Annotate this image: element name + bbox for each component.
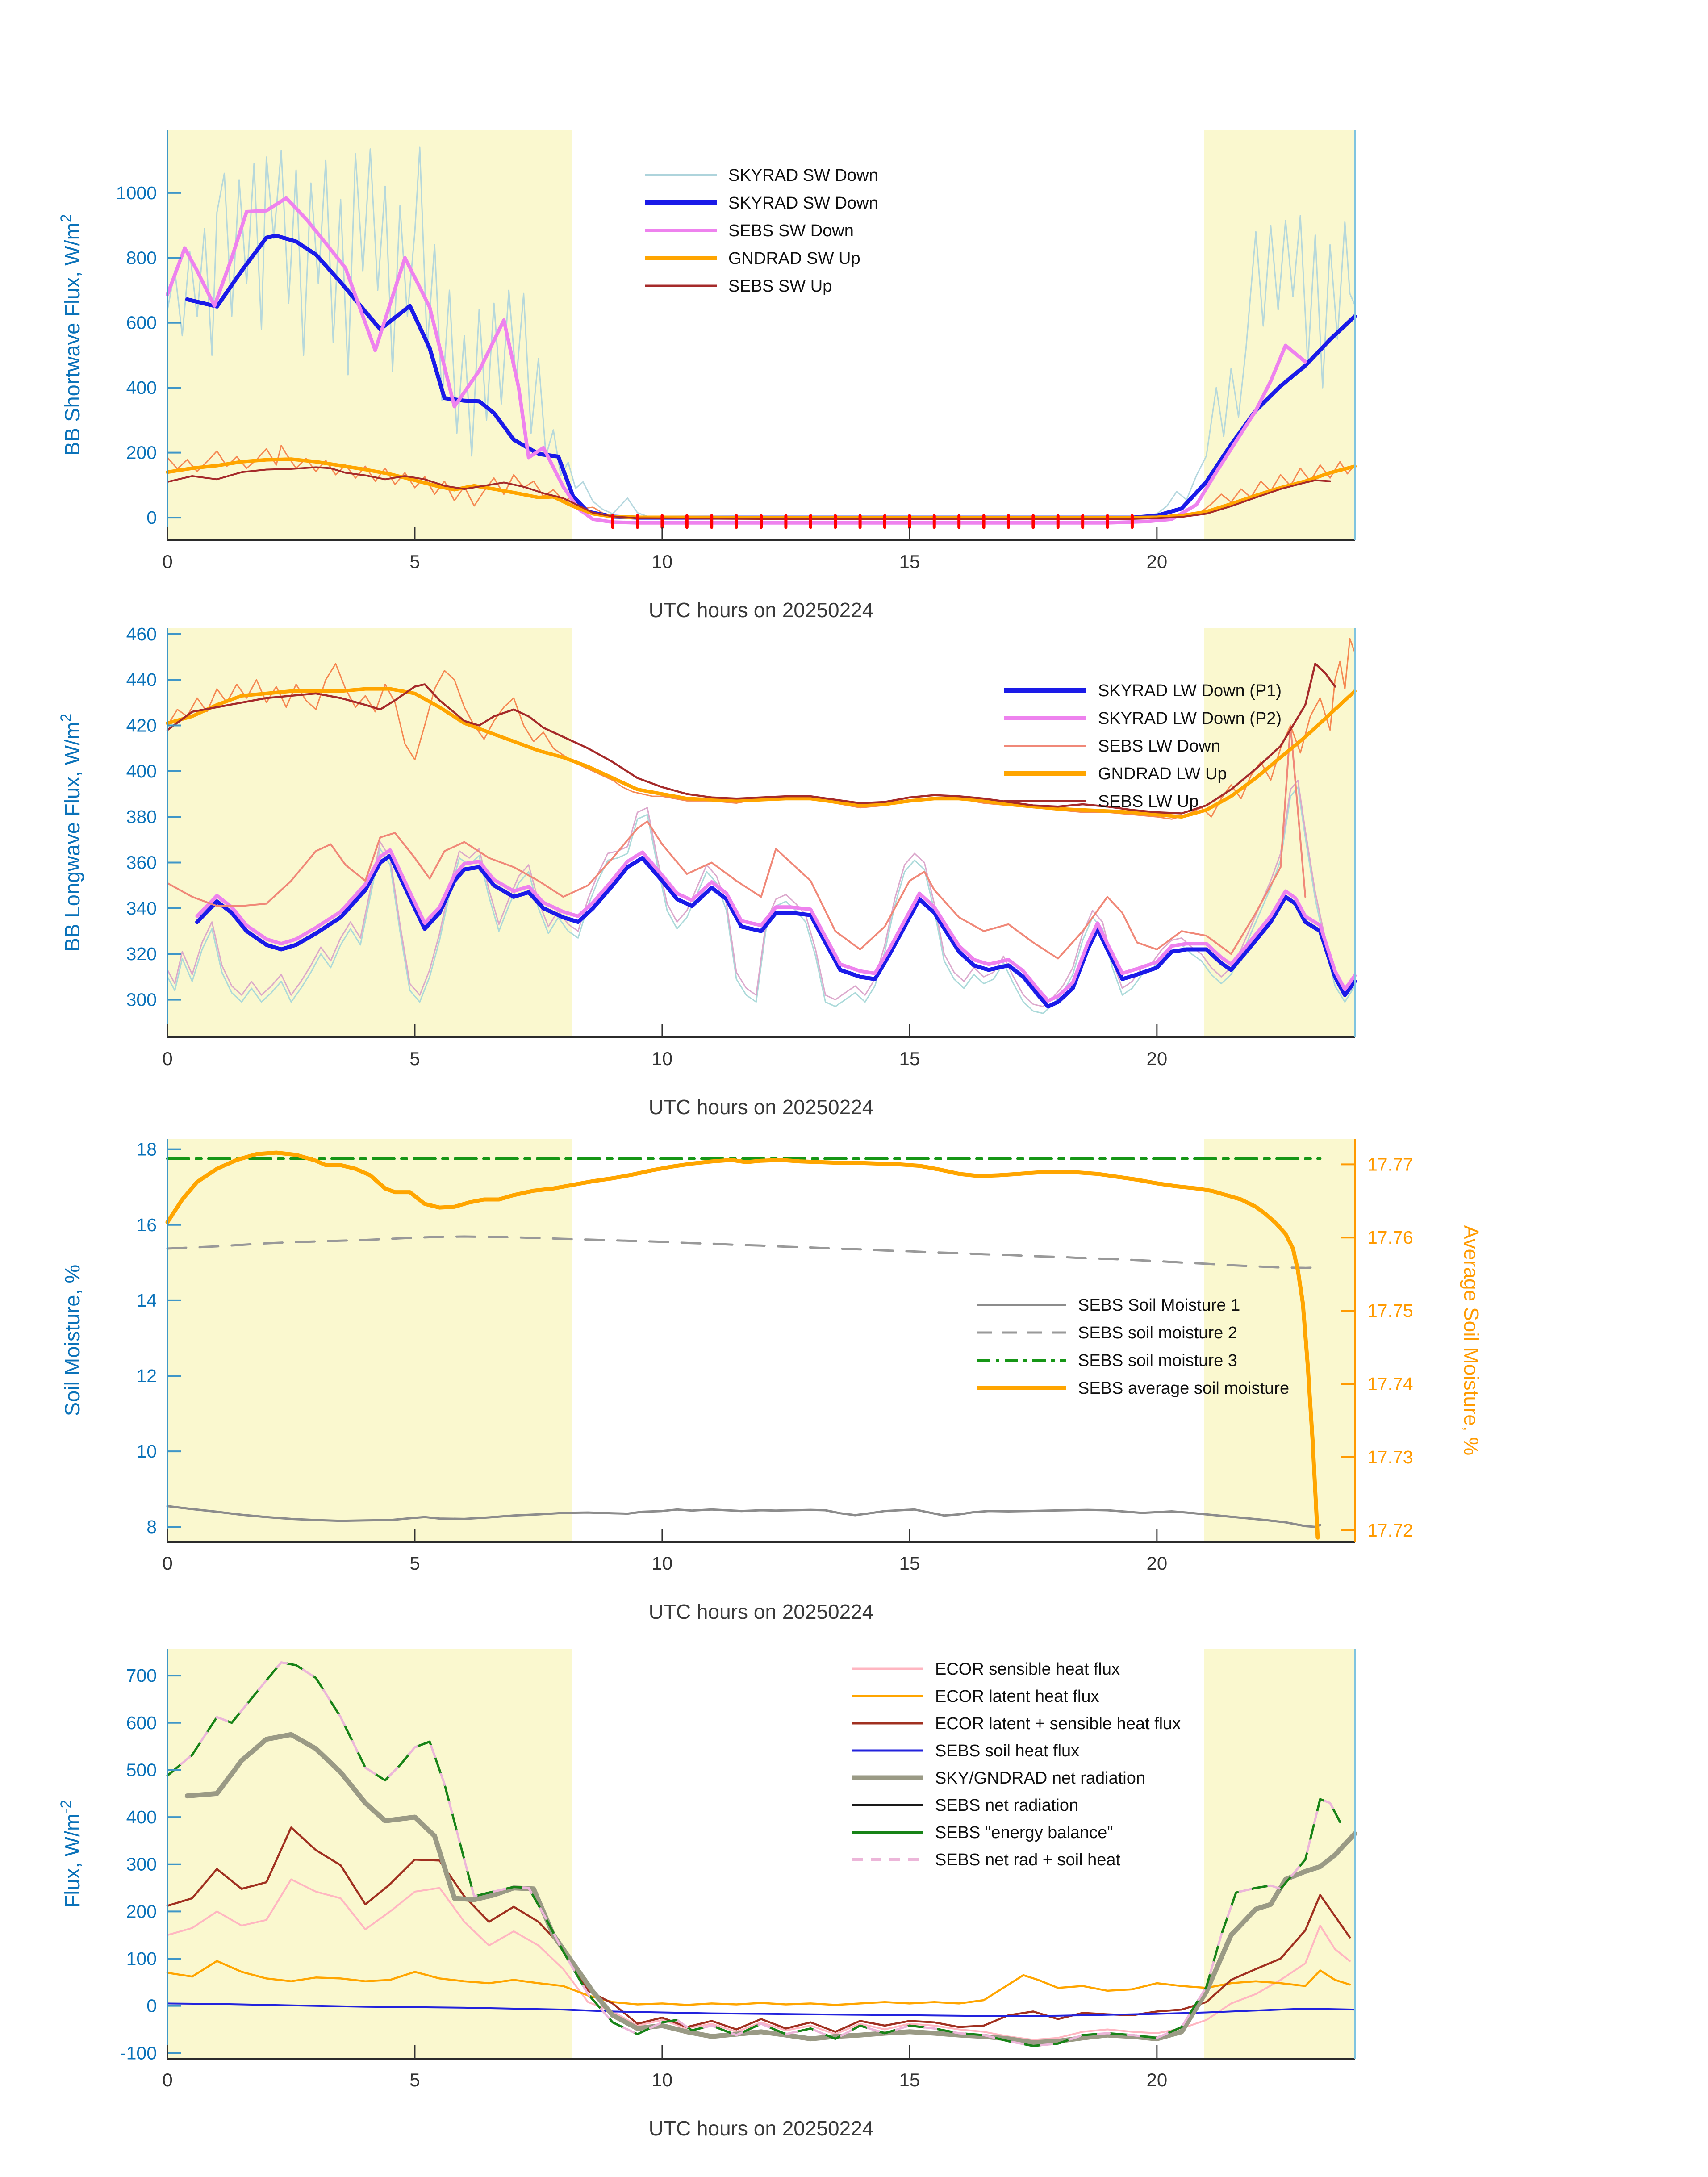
y-tick-label: 460	[126, 623, 157, 644]
y-tick-label: 420	[126, 715, 157, 736]
right-y-tick-label: 17.77	[1367, 1154, 1413, 1175]
soil-moisture-panel	[60, 1139, 1483, 1623]
x-tick-label: 10	[651, 1553, 673, 1574]
legend-label: SEBS soil heat flux	[935, 1742, 1080, 1760]
y-tick-label: 0	[146, 1995, 157, 2016]
x-tick-label: 10	[651, 2069, 673, 2090]
x-tick-label: 20	[1146, 2069, 1168, 2090]
x-tick-label: 15	[899, 2069, 920, 2090]
y-axis-label: BB Shortwave Flux, $W/m^2$	[58, 214, 84, 456]
y-tick-label: 8	[146, 1517, 157, 1538]
shortwave-panel-legend	[645, 166, 878, 296]
right-y-axis-label: Average Soil Moisture, %	[1460, 1225, 1483, 1456]
legend-label: SKYRAD SW Down	[728, 194, 878, 213]
right-y-tick-label: 17.72	[1367, 1520, 1413, 1541]
flux-panel	[58, 1649, 1355, 2140]
legend-label: SKY/GNDRAD net radiation	[935, 1769, 1145, 1788]
longwave-panel	[58, 624, 1355, 1119]
x-axis-label: UTC hours on 20250224	[648, 598, 874, 622]
x-tick-label: 0	[162, 1048, 173, 1069]
legend-label: SKYRAD LW Down (P2)	[1098, 709, 1282, 728]
legend-label: SEBS "energy balance"	[935, 1823, 1113, 1842]
y-tick-label: 16	[136, 1214, 157, 1235]
y-tick-label: 300	[126, 1854, 157, 1875]
x-tick-label: 20	[1146, 551, 1168, 572]
x-axis-label: UTC hours on 20250224	[648, 1095, 874, 1119]
x-tick-label: 15	[899, 1048, 920, 1069]
y-tick-label: -100	[120, 2043, 157, 2064]
legend-label: SKYRAD LW Down (P1)	[1098, 681, 1282, 700]
y-tick-label: 380	[126, 806, 157, 827]
right-y-tick-label: 17.76	[1367, 1227, 1413, 1248]
legend-label: ECOR sensible heat flux	[935, 1660, 1120, 1679]
x-tick-label: 5	[409, 2069, 420, 2090]
y-tick-label: 300	[126, 989, 157, 1010]
legend-label: GNDRAD LW Up	[1098, 765, 1227, 783]
x-tick-label: 15	[899, 1553, 920, 1574]
y-tick-label: 0	[146, 507, 157, 528]
x-tick-label: 5	[409, 551, 420, 572]
right-y-tick-label: 17.73	[1367, 1446, 1413, 1467]
x-tick-label: 0	[162, 551, 173, 572]
legend-label: SEBS net rad + soil heat	[935, 1851, 1121, 1869]
shortwave-panel	[58, 130, 1355, 622]
y-tick-label: 200	[126, 442, 157, 463]
y-tick-label: 320	[126, 944, 157, 965]
legend-label: SEBS average soil moisture	[1078, 1379, 1290, 1398]
legend-label: SEBS LW Up	[1098, 792, 1199, 811]
legend-label: SEBS LW Down	[1098, 737, 1220, 756]
y-tick-label: 800	[126, 247, 157, 268]
right-y-tick-label: 17.74	[1367, 1374, 1413, 1395]
legend-label: SKYRAD SW Down	[728, 166, 878, 185]
y-tick-label: 500	[126, 1759, 157, 1780]
legend-label: ECOR latent + sensible heat flux	[935, 1714, 1181, 1733]
x-tick-label: 20	[1146, 1553, 1168, 1574]
y-axis-label: Flux, $W/m^{-2}$	[58, 1800, 84, 1908]
x-tick-label: 0	[162, 1553, 173, 1574]
y-axis-label: Soil Moisture, %	[60, 1264, 84, 1417]
night-shade-band	[167, 1649, 572, 2059]
legend-label: SEBS soil moisture 2	[1078, 1324, 1237, 1342]
y-tick-label: 400	[126, 760, 157, 781]
y-tick-label: 440	[126, 669, 157, 690]
flux-panel-legend	[852, 1660, 1181, 1869]
x-tick-label: 20	[1146, 1048, 1168, 1069]
legend-label: SEBS SW Down	[728, 221, 854, 240]
x-axis-label: UTC hours on 20250224	[648, 1600, 874, 1623]
night-shade-band	[167, 1139, 572, 1542]
legend-label: GNDRAD SW Up	[728, 249, 860, 268]
y-tick-label: 700	[126, 1665, 157, 1686]
y-tick-label: 100	[126, 1948, 157, 1969]
y-axis-label: BB Longwave Flux, $W/m^2$	[58, 713, 84, 952]
y-tick-label: 12	[136, 1365, 157, 1386]
legend-label: ECOR latent heat flux	[935, 1687, 1099, 1706]
y-tick-label: 400	[126, 1807, 157, 1828]
night-shade-band	[1204, 1649, 1355, 2059]
y-tick-label: 14	[136, 1290, 157, 1311]
legend-label: SEBS SW Up	[728, 277, 832, 296]
x-tick-label: 5	[409, 1048, 420, 1069]
legend-label: SEBS net radiation	[935, 1796, 1079, 1815]
x-axis-label: UTC hours on 20250224	[648, 2117, 874, 2140]
y-tick-label: 10	[136, 1441, 157, 1462]
y-tick-label: 360	[126, 852, 157, 873]
y-tick-label: 1000	[116, 182, 157, 203]
right-y-tick-label: 17.75	[1367, 1300, 1413, 1321]
legend-label: SEBS soil moisture 3	[1078, 1351, 1237, 1370]
x-tick-label: 15	[899, 551, 920, 572]
x-tick-label: 10	[651, 1048, 673, 1069]
legend-label: SEBS Soil Moisture 1	[1078, 1296, 1240, 1315]
y-tick-label: 340	[126, 898, 157, 919]
y-tick-label: 400	[126, 377, 157, 398]
y-tick-label: 600	[126, 1712, 157, 1733]
y-tick-label: 18	[136, 1139, 157, 1160]
x-tick-label: 0	[162, 2069, 173, 2090]
y-tick-label: 200	[126, 1901, 157, 1922]
x-tick-label: 10	[651, 551, 673, 572]
x-tick-label: 5	[409, 1553, 420, 1574]
y-tick-label: 600	[126, 312, 157, 333]
